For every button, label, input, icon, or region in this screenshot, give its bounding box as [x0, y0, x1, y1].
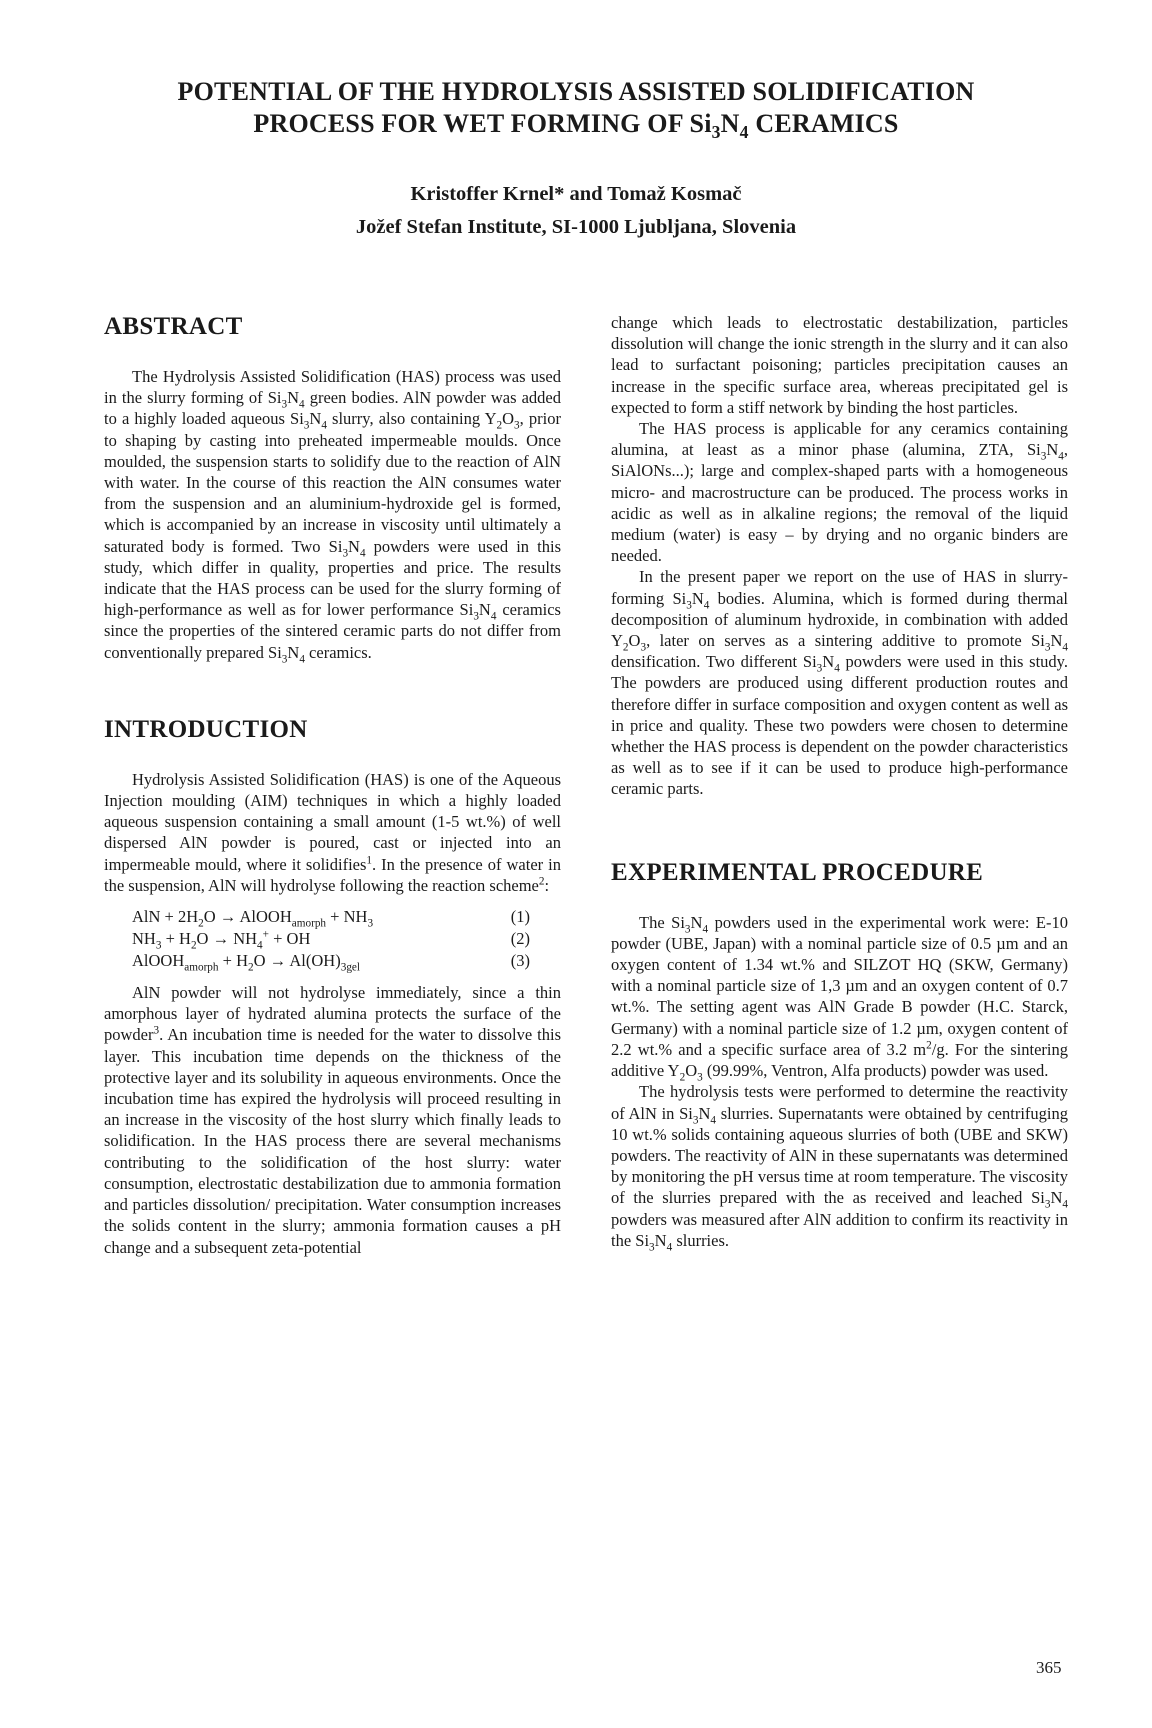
experimental-heading: EXPERIMENTAL PROCEDURE — [611, 858, 984, 886]
equation-1: AlN + $2H_2O$ → AlOOH$_{amorph}$ + $NH_3$ (1) — [132, 907, 530, 930]
equation-3: AlOOH$_{amorph}$ + $H_2O \to Al(OH)_{3gel}$ (3) — [132, 951, 530, 974]
left-column — [104, 312, 561, 1258]
author-names: Kristoffer Krnel* and Tomaž Kosmač — [410, 183, 742, 205]
equation-2: $NH_3 + H_2O \to NH_4^+$ + OH (2) — [132, 928, 530, 952]
has-applicability-paragraph: The HAS process is applicable for any ceramics containing alumina, at least as a minor phase (alumina, ZTA, $Si_3N_4$, SiAlONs...); large and complex-shaped parts with a homogeneous micro- and macrostructure can be produced. The process works in acidic as well as in alkaline regions; the removal of the liquid medium (water) is easy – by drying and no organic binders are needed. — [611, 419, 1068, 566]
page-number: 365 — [1036, 1658, 1062, 1677]
author-affiliation: Jožef Stefan Institute, SI-1000 Ljubljana, Slovenia — [355, 216, 797, 238]
abstract-paragraph: The Hydrolysis Assisted Solidification (HAS) process was used in the slurry forming of $Si_3N_4$ green bodies. AlN powder was added to a highly loaded aqueous $Si_3N_4$ slurry, also containing $Y_2O_3$, prior to shaping by casting into preheated impermeable moulds. Once moulded, the suspension starts to solidify due to the reaction of AlN with water. In the course of this reaction the AlN consumes water from the suspension and an aluminium-hydroxide gel is formed, which is accompanied by an increase in viscosity until ultimately a saturated body is formed. Two $Si_3N_4$ powders were used in this study, which differ in quality, properties and price. The results indicate that the HAS process can be used for the slurry forming of high-performance as well as for lower performance $Si_3N_4$ ceramics since the properties of the sintered ceramic parts do not differ from conventionally prepared $Si_3N_4$ ceramics. — [104, 367, 561, 665]
equation-number: (3) — [510, 951, 530, 971]
right-column — [611, 312, 1069, 1254]
title-line-2: PROCESS FOR WET FORMING OF $Si_3N_4$ CERAMICS — [253, 109, 899, 143]
present-paper-paragraph: In the present paper we report on the use of HAS in slurry-forming $Si_3N_4$ bodies. Alumina, which is formed during thermal decomposition of aluminum hydroxide, in combination with added $Y_2O_3$, later on serves as a sintering additive to promote $Si_3N_4$ densification. Two different $Si_3N_4$ powders were used in this study. The powders are produced using different production routes and therefore differ in surface composition and oxygen content as well as in price and quality. These two powders were chosen to determine whether the HAS process is dependent on the powder characteristics as well as to see if it can be used to produce high-performance ceramic parts. — [611, 567, 1069, 799]
paper-title — [0, 76, 1152, 143]
introduction-heading: INTRODUCTION — [104, 715, 308, 743]
introduction-paragraph-continued: change which leads to electrostatic destabilization, particles dissolution will change the ionic strength in the slurry and it can also lead to surfactant poisoning; particles precipitation causes an increase in the specific surface area, whereas precipitated gel is expected to form a stiff network by binding the host particles. — [611, 313, 1068, 417]
abstract-heading: ABSTRACT — [104, 313, 243, 340]
author-block — [0, 178, 1152, 244]
experimental-paragraph-1: The $Si_3N_4$ powders used in the experimental work were: E-10 powder (UBE, Japan) with a nominal particle size of 0.5 µm and an oxygen content of 1.34 wt.% and SILZOT HQ (SKW, Germany) with a nominal particle size of 1,3 µm and an oxygen content of 0.7 wt.%. The setting agent was AlN Grade B powder (H.C. Starck, Germany) with a nominal particle size of 1.2 µm, oxygen content of 2.2 wt.% and a specific surface area of 3.2 $m^2/g$. For the sintering additive $Y_2O_3$ (99.99%, Ventron, Alfa products) powder was used. — [611, 912, 1068, 1084]
equation-number: (1) — [510, 907, 530, 927]
introduction-paragraph-2: AlN powder will not hydrolyse immediately, since a thin amorphous layer of hydrated alumina protects the surface of the powder$^3$. An incubation time is needed for the water to dissolve this layer. This incubation time depends on the thickness of the protective layer and its solubility in aqueous environments. Once the incubation time has expired the hydrolysis will proceed resulting in an increase in the viscosity of the host slurry which finally leads to solidification. In the HAS process there are several mechanisms contributing to the solidification of the host slurry: water consumption, electrostatic destabilization due to ammonia formation and particles dissolution/ precipitation. Water consumption increases the solids content in the slurry; ammonia formation causes a pH change and a subsequent zeta-potential — [104, 983, 561, 1257]
equation-number: (2) — [510, 929, 530, 949]
title-line-1: POTENTIAL OF THE HYDROLYSIS ASSISTED SOLIDIFICATION — [177, 77, 975, 106]
introduction-paragraph-1: Hydrolysis Assisted Solidification (HAS) is one of the Aqueous Injection moulding (AIM) techniques in which a highly loaded aqueous suspension containing a small amount (1-5 wt.%) of well dispersed AlN powder is poured, cast or injected into an impermeable mould, where it solidifies$^1$. In the presence of water in the suspension, AlN will hydrolyse following the reaction scheme$^2$: — [104, 769, 561, 895]
experimental-paragraph-2: The hydrolysis tests were performed to determine the reactivity of AlN in $Si_3N_4$ slurries. Supernatants were obtained by centrifuging 10 wt.% solids containing aqueous slurries of both (UBE and SKW) powders. The reactivity of AlN in these supernatants was determined by monitoring the pH versus time at room temperature. The viscosity of the slurries prepared with the as received and leached $Si_3N_4$ powders was measured after AlN addition to confirm its reactivity in the $Si_3N_4$ slurries. — [611, 1082, 1068, 1254]
